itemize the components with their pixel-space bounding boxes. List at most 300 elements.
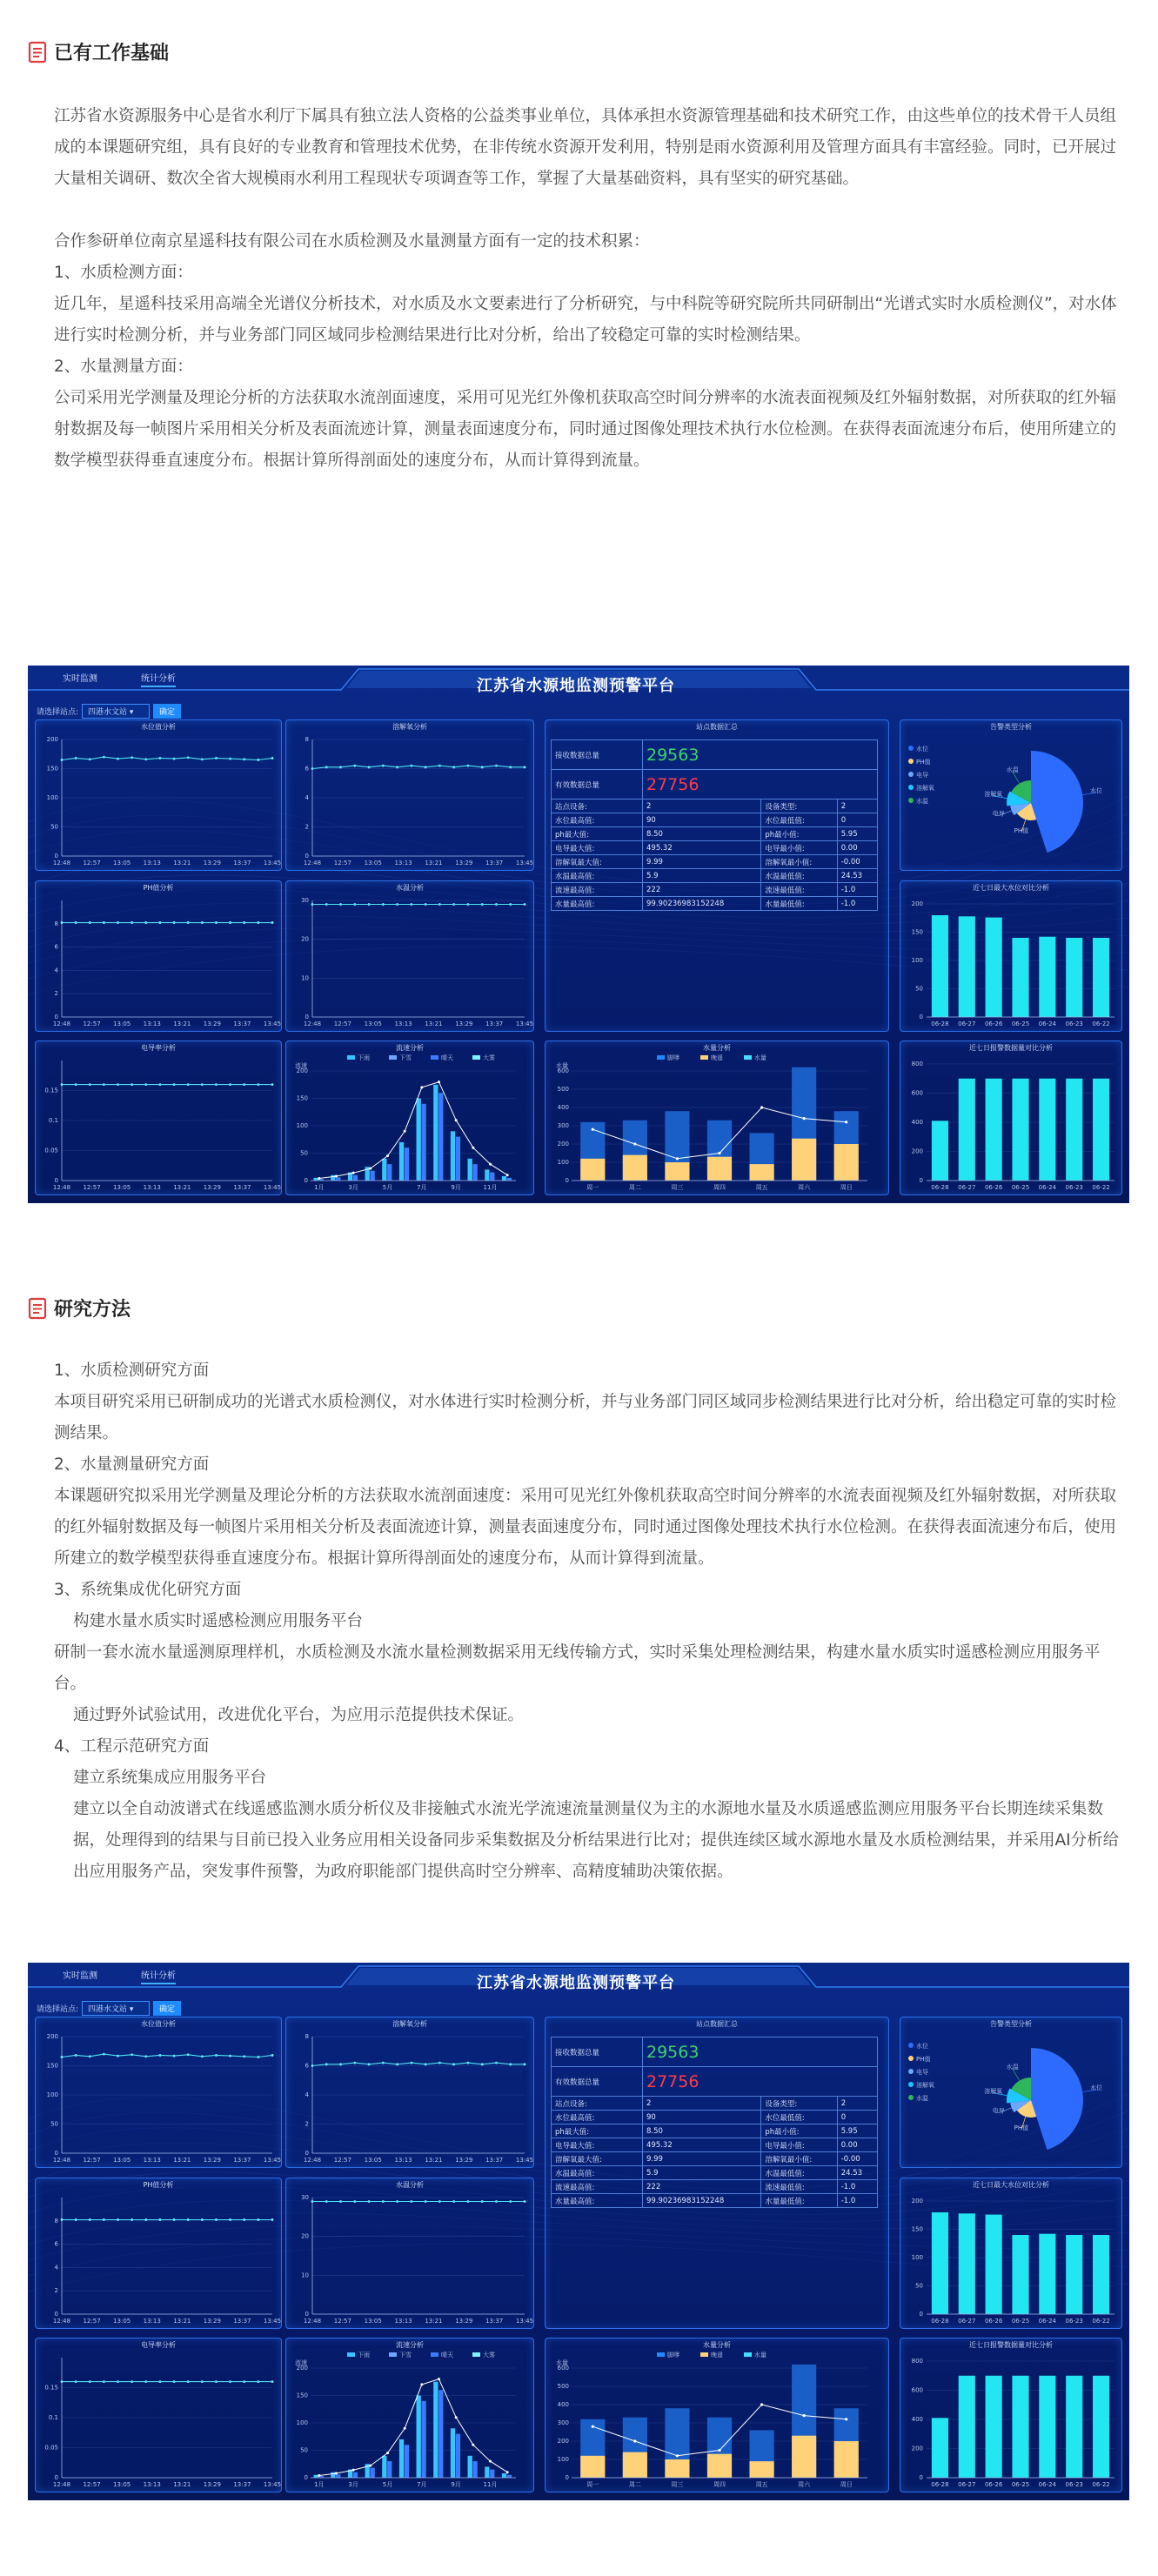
x-tick-label: 11月 [483,1184,498,1191]
table-cell: 水温最高值: [552,869,643,883]
x-tick-label: 13:21 [173,860,191,866]
x-tick-label: 13:21 [425,2318,443,2325]
x-tick-label: 12:48 [52,1184,71,1191]
table-row [552,841,878,855]
x-tick-label: 周一 [586,1184,599,1191]
y-tick-label: 0.05 [44,1147,58,1154]
bar [834,2441,859,2478]
x-tick-label: 11月 [483,2481,498,2488]
x-tick-label: 13:29 [455,2318,473,2325]
table-cell: 5.9 [643,869,761,883]
table-row [552,2097,878,2111]
bar [456,1137,460,1181]
table-cell: 流速最高值: [552,2180,643,2194]
table-cell: 0 [837,813,877,827]
panel-title: 溶解氧分析 [392,723,427,731]
y-tick-label: 600 [911,2386,923,2394]
paragraph: 江苏省水资源服务中心是省水利厅下属具有独立法人资格的公益类事业单位，具体承担水资源管理基础和技术研究工作，由这些单位的技术骨干人员组成的本课题研究组，具有良好的专业教育和管理技术优势，在非传统水资源开发利用，特别是雨水资源利用及管理方面具有丰富经验。同时，已开展过大量相关调研、数次全省大规模雨水利用工程现状专项调查等工作，掌握了大量基础资料，具有坚实的研究基础。 [54,107,1117,188]
panel-title: 水量分析 [703,2341,731,2349]
table-cell: 5.95 [837,2124,877,2138]
x-tick-label: 13:45 [263,2481,282,2488]
dissolved-oxygen-panel [285,719,534,871]
y-tick-label: 200 [911,1147,923,1155]
paragraph: 1、水质检测方面： [54,264,193,282]
legend-label: 晴天 [441,2352,453,2359]
table-cell: -0.00 [837,855,877,869]
bar [370,2468,374,2478]
y-tick-label: 200 [296,2365,308,2372]
bar [417,1099,421,1181]
table-cell: 水温最低值: [761,2166,837,2180]
bar [959,2376,975,2478]
x-tick-label: 06-28 [931,1184,949,1191]
x-tick-label: 06-24 [1038,2481,1057,2488]
y-tick-label: 100 [46,2091,58,2098]
legend-label: 晴天 [441,1054,453,1061]
dashboard-screenshot [28,666,1129,1203]
water-volume-panel [545,1040,889,1195]
table-cell: 90 [643,813,761,827]
table-cell: 站点设备: [552,800,643,813]
y-tick-label: 0.05 [44,2444,58,2452]
bar [1012,2376,1028,2478]
bar [1012,2235,1028,2314]
x-tick-label: 3月 [348,1184,358,1191]
pie-label: 电导 [992,2107,1005,2115]
y-axis-title: 水量 [556,1062,568,1069]
x-tick-label: 06-28 [931,2481,949,2488]
bar [382,2456,386,2478]
table-cell: 溶解氧最大值: [552,2152,643,2166]
x-tick-label: 06-26 [984,1184,1003,1191]
y-tick-label: 200 [911,2445,923,2452]
bar [665,1162,689,1181]
legend-swatch [431,1055,438,1060]
x-tick-label: 13:29 [203,1020,221,1027]
y-tick-label: 200 [46,2033,58,2040]
methods-text [54,1355,1122,1888]
panel-title: 近七日最大水位对比分析 [973,884,1049,892]
x-tick-label: 12:48 [52,2318,71,2325]
legend-swatch [472,1055,480,1060]
y-tick-label: 0 [54,1177,58,1184]
table-cell: 电导最小值: [761,841,837,855]
x-tick-label: 13:05 [113,2481,131,2488]
table-cell: -1.0 [837,897,877,911]
panel-title: 站点数据汇总 [696,2020,738,2028]
site-summary-panel [545,719,889,1032]
bar [986,2215,1002,2314]
table-cell: 8.50 [643,2124,761,2138]
x-tick-label: 13:29 [455,2157,473,2164]
y-tick-label: 300 [557,1122,569,1129]
legend-swatch [908,2069,914,2074]
tab-realtime-monitoring[interactable]: 实时监测 [63,674,97,684]
bar [399,1142,404,1181]
table-cell: 90 [643,2111,761,2124]
panel-title: 流速分析 [396,2341,424,2349]
y-tick-label: 400 [911,1119,923,1126]
x-tick-label: 13:21 [425,2157,443,2164]
station-label: 请选择站点: [37,2005,79,2014]
y-tick-label: 10 [301,2272,309,2279]
x-tick-label: 13:13 [394,2318,412,2325]
legend-label: 大雾 [483,1054,495,1061]
x-tick-label: 06-25 [1011,1020,1030,1027]
bar [1093,2235,1109,2314]
bar [405,1147,409,1181]
bar [405,2445,409,2478]
paragraph: 本项目研究采用已研制成功的光谱式水质检测仪，对水体进行实时检测分析，并与业务部门同区域同步检测结果进行比对分析，给出稳定可靠的实时检测结果。 [54,1393,1117,1442]
x-tick-label: 13:45 [263,1184,282,1191]
station-value: 四港水文站 [88,2005,128,2014]
y-tick-label: 100 [911,957,923,964]
y-tick-label: 50 [915,2282,923,2290]
bar [1066,2376,1082,2478]
table-row [552,2166,878,2180]
summary-table [551,739,878,911]
bar [986,1079,1002,1181]
panel-title: PH值分析 [143,2181,174,2189]
x-tick-label: 13:37 [233,1184,251,1191]
x-tick-label: 13:13 [143,860,161,866]
x-tick-label: 06-25 [1011,2481,1030,2488]
bar [665,2459,689,2478]
table-cell: 99.90236983152248 [643,897,761,911]
table-cell: 水温最高值: [552,2166,643,2180]
y-tick-label: 500 [557,2383,569,2390]
table-row [552,869,878,883]
bar [387,2461,392,2478]
table-cell: 水位最低值: [761,813,837,827]
panel-title: 溶解氧分析 [392,2020,427,2028]
table-cell: -1.0 [837,2180,877,2194]
legend-label: 水量 [754,2352,766,2359]
y-tick-label: 30 [301,897,309,904]
bar [490,2470,494,2478]
x-tick-label: 06-27 [958,1184,976,1191]
x-tick-label: 13:05 [364,2157,382,2164]
y-tick-label: 100 [557,2456,569,2463]
bar [468,1159,472,1181]
x-tick-label: 06-22 [1092,2318,1110,2325]
legend-label: 下雨 [358,1054,370,1061]
table-cell: 99.90236983152248 [643,2194,761,2208]
y-tick-label: 2 [54,990,58,998]
y-tick-label: 0 [305,853,309,860]
y-tick-label: 10 [301,974,309,982]
bar [485,2466,489,2478]
table-cell: 8.50 [643,827,761,841]
legend-label: 电导 [916,772,928,779]
y-tick-label: 200 [46,736,58,743]
panel-title: 近七日最大水位对比分析 [973,2181,1049,2189]
x-tick-label: 5月 [382,2481,393,2488]
x-tick-label: 13:21 [173,2157,191,2164]
legend-swatch [657,1055,665,1060]
panel-title: PH值分析 [143,884,174,892]
panel-title: 告警类型分析 [990,723,1032,731]
table-cell: 5.9 [643,2166,761,2180]
bar [959,1079,975,1181]
x-tick-label: 06-23 [1065,1184,1083,1191]
y-tick-label: 0 [304,1177,308,1184]
section-title: 研究方法 [54,1299,131,1321]
x-tick-label: 13:37 [233,2157,251,2164]
legend-swatch [431,2352,438,2357]
y-axis-title: 水量 [556,2359,568,2366]
panel-title: 水位值分析 [141,723,176,731]
x-tick-label: 周三 [671,2481,684,2488]
x-tick-label: 12:57 [83,2318,101,2325]
y-tick-label: 150 [296,2392,308,2399]
y-tick-label: 600 [557,1067,569,1074]
x-tick-label: 13:29 [203,2157,221,2164]
legend-label: 下雨 [358,2352,370,2359]
y-tick-label: 200 [557,2438,569,2445]
x-tick-label: 13:05 [113,2157,131,2164]
table-cell: -1.0 [837,883,877,897]
legend-swatch [908,2095,914,2100]
table-row [552,883,878,897]
station-dropdown[interactable] [82,2001,150,2016]
bar [438,2390,443,2478]
table-cell: ph最大值: [552,2124,643,2138]
series-line [312,2063,525,2065]
x-tick-label: 13:13 [143,2318,161,2325]
x-tick-label: 周日 [840,2481,853,2488]
bar [1093,1079,1109,1181]
y-tick-label: 300 [557,2419,569,2426]
legend-swatch [700,2352,708,2357]
bar [456,2434,460,2478]
dashboard-screenshot [28,1963,1129,2500]
bar [451,1131,455,1181]
x-tick-label: 周五 [755,2481,768,2488]
bar [336,2474,340,2478]
week-max-level-panel [900,2178,1122,2329]
x-tick-label: 13:05 [364,860,382,866]
table-cell: 0.00 [837,2138,877,2152]
summary-label: 有效数据总量 [552,2067,643,2097]
bar [986,2376,1002,2478]
dashboard-title: 江苏省水源地监测预警平台 [477,677,675,695]
conductivity-panel [35,2338,282,2492]
x-tick-label: 13:45 [515,2318,534,2325]
y-tick-label: 6 [305,765,309,773]
y-tick-label: 150 [911,928,923,936]
x-tick-label: 06-24 [1038,2318,1057,2325]
bar [1066,2235,1082,2314]
x-tick-label: 06-26 [984,1020,1003,1027]
table-row [552,2152,878,2166]
table-row [552,855,878,869]
x-tick-label: 12:48 [303,2318,322,2325]
x-tick-label: 周二 [628,2481,641,2488]
tab-realtime-monitoring[interactable]: 实时监测 [63,1971,97,1981]
bar [1039,2376,1055,2478]
x-tick-label: 周三 [671,1184,684,1191]
x-tick-label: 06-25 [1011,1184,1030,1191]
x-tick-label: 13:29 [203,2481,221,2488]
paragraph: 建立系统集成应用服务平台 [73,1769,267,1787]
y-tick-label: 400 [911,2416,923,2423]
table-cell: 电导最大值: [552,2138,643,2152]
bar [1093,2376,1109,2478]
dashboard-title: 江苏省水源地监测预警平台 [477,1974,675,1992]
bar [623,2452,647,2478]
x-tick-label: 06-23 [1065,2318,1083,2325]
table-cell: 水量最低值: [761,2194,837,2208]
x-tick-label: 06-27 [958,2318,976,2325]
y-tick-label: 50 [300,2446,308,2454]
confirm-button[interactable]: 确定 [153,704,181,719]
legend-label: PH值 [916,2056,931,2063]
bar [399,2439,404,2478]
x-tick-label: 13:37 [485,1020,504,1027]
ph-panel [35,880,282,1032]
legend-swatch [700,1055,708,1060]
y-tick-label: 100 [557,1159,569,1166]
x-tick-label: 12:57 [83,1184,101,1191]
y-tick-label: 150 [46,765,58,773]
x-tick-label: 06-22 [1092,2481,1110,2488]
x-tick-label: 13:37 [485,860,504,866]
x-tick-label: 13:29 [455,1020,473,1027]
x-tick-label: 周二 [628,1184,641,1191]
legend-swatch [908,2043,914,2048]
y-tick-label: 0 [305,2150,309,2157]
paragraph: 4、工程示范研究方面 [54,1737,210,1756]
legend-label: 水温 [916,798,928,805]
x-tick-label: 13:29 [455,860,473,866]
week-max-level-panel [900,880,1122,1032]
y-tick-label: 200 [911,900,923,907]
y-tick-label: 50 [915,985,923,993]
bar [932,915,948,1017]
bar [792,1139,816,1181]
table-cell: 站点设备: [552,2097,643,2111]
bar [485,1169,489,1181]
y-tick-label: 2 [305,823,309,831]
legend-label: 水位 [916,746,928,753]
y-tick-label: 6 [54,2240,58,2248]
y-tick-label: 4 [54,967,58,974]
tab-statistics[interactable]: 统计分析 [141,671,176,687]
x-tick-label: 12:48 [52,2157,71,2164]
y-tick-label: 2 [54,2287,58,2295]
table-row [552,2194,878,2208]
y-tick-label: 0 [919,2311,923,2318]
x-tick-label: 13:05 [113,860,131,866]
document-list-icon [28,1297,47,1320]
x-tick-label: 13:45 [263,2157,282,2164]
y-tick-label: 0 [54,853,58,860]
bar [472,1164,477,1181]
paragraph: 本课题研究拟采用光学测量及理论分析的方法获取水流剖面速度：采用可见光红外像机获取高空时间分辨率的水流表面视频及红外辐射数据，对所获取的红外辐射数据及每一帧图片采用相关分析及表面流迹计算，测量表面速度分布，同时通过图像处理技术执行水位检测。在获得表面流速分布后，使用所建立的数学模型获得垂直速度分布。根据计算所得剖面处的速度分布，从而计算得到流量。 [54,1487,1117,1568]
bar [387,1164,392,1181]
x-tick-label: 12:48 [303,860,322,866]
table-cell: 24.53 [837,869,877,883]
bar [1066,1079,1082,1181]
x-tick-label: 06-24 [1038,1020,1057,1027]
pie-slice [1031,751,1083,853]
y-tick-label: 0.1 [48,2414,58,2421]
x-tick-label: 13:13 [143,2481,161,2488]
table-row [552,827,878,841]
section-header-existing-work [28,38,169,65]
station-dropdown[interactable] [82,704,150,719]
x-tick-label: 13:45 [263,2318,282,2325]
bar [421,2401,425,2478]
legend-label: 脚嗲 [667,1054,679,1061]
bar [370,1171,374,1181]
table-cell: 设备类型: [761,800,837,813]
y-tick-label: 0.1 [48,1117,58,1124]
bar [932,2212,948,2314]
x-tick-label: 3月 [348,2481,358,2488]
station-value: 四港水文站 [88,708,128,717]
x-tick-label: 周六 [798,1184,811,1191]
table-cell: -0.00 [837,2152,877,2166]
y-tick-label: 600 [557,2365,569,2372]
x-tick-label: 13:29 [203,1184,221,1191]
existing-work-text [54,101,1122,477]
x-tick-label: 06-25 [1011,2318,1030,2325]
water-volume-panel [545,2338,889,2492]
table-cell: 水位最高值: [552,813,643,827]
y-tick-label: 150 [911,2225,923,2233]
document-list-icon [28,41,47,64]
bar [417,2396,421,2479]
table-cell: 溶解氧最小值: [761,2152,837,2166]
y-tick-label: 0 [305,1014,309,1020]
bar [433,2382,438,2478]
x-tick-label: 1月 [314,1184,325,1191]
x-tick-label: 13:37 [233,860,251,866]
y-tick-label: 50 [50,2120,58,2128]
legend-swatch [347,2352,355,2357]
series-line [312,766,525,768]
summary-label: 接收数据总量 [552,2037,643,2067]
y-tick-label: 500 [557,1086,569,1093]
bar [792,2436,816,2478]
x-tick-label: 12:57 [83,2481,101,2488]
chevron-down-icon: ▾ [127,2005,134,2014]
tab-statistics[interactable]: 统计分析 [141,1968,176,1984]
summary-table [551,2037,878,2208]
y-tick-label: 8 [305,736,309,743]
legend-label: 下雪 [399,2352,412,2359]
flow-rate-panel [285,2338,534,2492]
pie-label: 溶解氧 [984,790,1003,798]
bar [331,2472,335,2478]
x-tick-label: 13:21 [173,2318,191,2325]
bar [1066,938,1082,1017]
x-tick-label: 13:45 [515,860,534,866]
legend-label: PH值 [916,759,931,766]
legend-label: 脚嗲 [667,2352,679,2359]
x-tick-label: 7月 [417,1184,427,1191]
table-cell: 流速最高值: [552,883,643,897]
panel-title: 电导率分析 [141,2341,176,2349]
series-line [319,1082,507,1179]
legend-label: 大雾 [483,2352,495,2359]
table-row [552,2180,878,2194]
confirm-button[interactable]: 确定 [153,2001,181,2016]
y-tick-label: 200 [557,1141,569,1147]
bar [353,1175,358,1181]
